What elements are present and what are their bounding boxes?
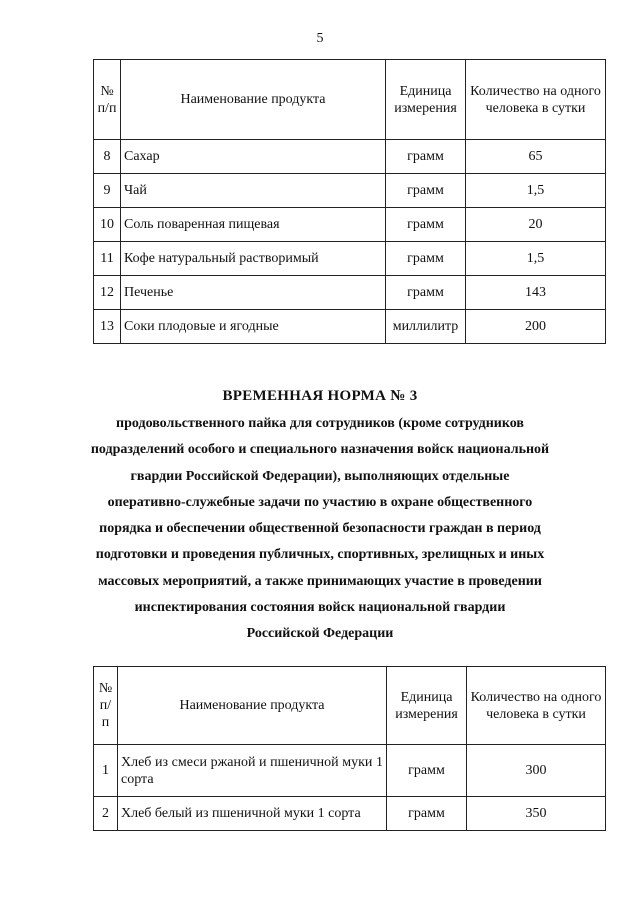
row-name: Печенье [121, 276, 386, 310]
header-num: № п/п [94, 667, 118, 745]
table-row [94, 797, 606, 831]
row-num: 12 [94, 276, 121, 310]
header-name: Наименование продукта [121, 60, 386, 140]
ration-table-continued [93, 59, 606, 344]
row-num: 10 [94, 208, 121, 242]
subtitle-line: продовольственного пайка для сотрудников (кроме сотрудников [116, 416, 524, 431]
table-row [94, 140, 606, 174]
row-num: 1 [94, 745, 118, 797]
row-name: Сахар [121, 140, 386, 174]
table-row [94, 310, 606, 344]
subtitle-line: гвардии Российской Федерации), выполняющих отдельные [130, 468, 510, 484]
row-name: Соль поваренная пищевая [121, 208, 386, 242]
section-subtitle [60, 411, 580, 648]
row-unit: грамм [386, 140, 466, 174]
header-unit: Единица измерения [387, 667, 467, 745]
row-unit: грамм [386, 276, 466, 310]
table-row [94, 208, 606, 242]
ration-table-norm-3 [93, 666, 606, 831]
row-unit: грамм [386, 242, 466, 276]
row-qty: 143 [466, 276, 606, 310]
row-num: 8 [94, 140, 121, 174]
subtitle-line: массовых мероприятий, а также принимающих участие в проведении [98, 573, 542, 589]
row-name: Хлеб из смеси ржаной и пшеничной муки 1 сорта [118, 745, 387, 797]
row-qty: 1,5 [466, 174, 606, 208]
subtitle-line: порядка и обеспечении общественной безопасности граждан в период [99, 521, 541, 537]
table-row [94, 174, 606, 208]
subtitle-line: подготовки и проведения публичных, спортивных, зрелищных и иных [95, 547, 545, 563]
row-qty: 350 [467, 797, 606, 831]
header-qty: Количество на одного человека в сутки [466, 60, 606, 140]
row-qty: 1,5 [466, 242, 606, 276]
subtitle-line: Российской Федерации [246, 626, 394, 642]
header-qty: Количество на одного человека в сутки [467, 667, 606, 745]
row-unit: грамм [386, 208, 466, 242]
table-row [94, 242, 606, 276]
row-qty: 20 [466, 208, 606, 242]
header-num: № п/п [94, 60, 121, 140]
header-name: Наименование продукта [118, 667, 387, 745]
row-unit: грамм [387, 797, 467, 831]
subtitle-line: инспектирования состояния войск национальной гвардии [134, 600, 506, 616]
row-qty: 65 [466, 140, 606, 174]
row-unit: грамм [386, 174, 466, 208]
row-num: 11 [94, 242, 121, 276]
row-num: 13 [94, 310, 121, 344]
table-header-row [94, 667, 606, 745]
row-num: 9 [94, 174, 121, 208]
table-row [94, 276, 606, 310]
row-name: Соки плодовые и ягодные [121, 310, 386, 344]
row-unit: грамм [387, 745, 467, 797]
row-qty: 200 [466, 310, 606, 344]
subtitle-line: подразделений особого и специального назначения войск национальной [90, 442, 550, 458]
subtitle-line: оперативно-служебные задачи по участию в охране общественного [107, 494, 533, 510]
header-unit: Единица измерения [386, 60, 466, 140]
section-title: ВРЕМЕННАЯ НОРМА № 3 [222, 388, 418, 404]
row-num: 2 [94, 797, 118, 831]
table-header-row [94, 60, 606, 140]
table-row [94, 745, 606, 797]
page-number: 5 [316, 31, 324, 46]
row-name: Кофе натуральный растворимый [121, 242, 386, 276]
row-name: Хлеб белый из пшеничной муки 1 сорта [118, 797, 387, 831]
row-unit: миллилитр [386, 310, 466, 344]
row-name: Чай [121, 174, 386, 208]
row-qty: 300 [467, 745, 606, 797]
